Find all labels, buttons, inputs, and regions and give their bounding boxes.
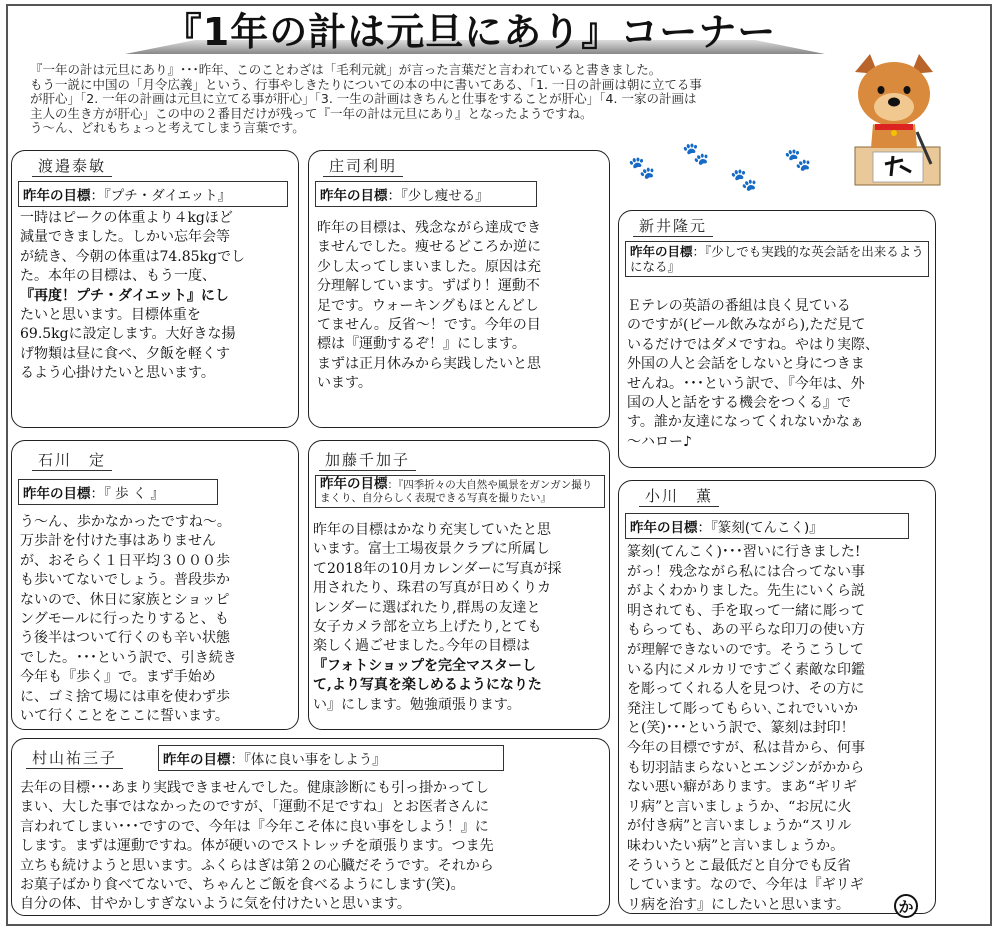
paw-icon: 🐾	[730, 168, 758, 193]
member-body: う～ん、歩かなかったですね～。 万歩計を付けた事はありません が、おそらく１日平均３０００歩 も歩いてないでしょう。普段歩か ないので、休日に家族とショッピ ングモールに行ったりすると、も う後半はついて行くのも辛い状態 でした。･･･という訳で、引き続き 今年も『歩く』で。まず手始め に、ゴミ捨て場には車を使わず歩 いて行くことをここに誓います。	[20, 514, 237, 725]
member-card	[618, 480, 936, 914]
member-name: 村山祐三子	[26, 747, 123, 769]
goal-label: 昨年の目標	[163, 752, 231, 768]
goal-box	[315, 475, 605, 508]
member-name: 小川 薫	[639, 485, 719, 507]
goal-label: 昨年の目標	[23, 188, 91, 204]
goal-text: ：『プチ・ダイエット』	[90, 188, 232, 204]
goal-box	[315, 181, 537, 207]
goal-label: 昨年の目標	[630, 520, 698, 536]
member-card	[11, 738, 610, 916]
member-body: Ｅテレの英語の番組は良く見ている のですが(ビール飲みながら),ただ見て いるだけではダメですね。やはり実際、 外国の人と会話をしないと身につきま せんね。･･･という訳で、『今年は、外 国の人と話をする機会をつくる』で す。誰か友達になってくれないかなぁ ～ハロー♪	[627, 298, 879, 450]
member-body: 昨年の目標はかなり充実していたと思 います。富士工場夜景クラブに所属し て2018年の10月カレンダーに写真が採 用されたり、珠君の写真が日めくりカ レンダーに選ばれたり,群馬の友達と 女子カメラ部を立ち上げたり,とても 楽しく過ごせました｡今年の目標は 『フォトショップを完全マスターし て,より写真を楽しめるようになりた い』にします。勉強頑張ります。	[313, 522, 562, 713]
goal-label: 昨年の目標	[23, 486, 91, 502]
member-name: 加藤千加子	[319, 449, 416, 471]
goal-box	[625, 241, 929, 277]
intro-text: 『一年の計は元旦にあり』･･･昨年、このことわざは「毛利元就」が言った言葉だと言われていると書きました。 もう一説に中国の「月令広義」という、行事やしきたりについての本の中に書いてある、「1. 一日の計画は朝に立てる事 が肝心」「2. 一年の計画は元旦に立てる事が肝心」「3. 一生の計画はきちんと仕事をすることが肝心」「4. 一家の計画は 主人の生き方が肝心」この中の２番目だけが残って『一年の計は元旦にあり』となったようですね。 う～ん、どれもちょっと考えてしまう言葉です。	[30, 62, 702, 135]
goal-text: ：『体に良い事をしよう』	[230, 752, 386, 768]
goal-text: ：『少し痩せる』	[387, 188, 489, 204]
member-card	[618, 210, 936, 468]
goal-box	[18, 181, 288, 207]
page-title: 『1年の計は元旦にあり』コーナー	[163, 10, 777, 54]
member-body: 篆刻(てんこく)･･･習いに行きました! がっ！残念ながら私には合ってない事 がよくわかりました。先生にいくら説 明されても、手を取って一緒に彫って もらっても、あの平らな印刀の使い方 が理解できないのです。そうこうして いる内にメルカリですごく素敵な印鑑 を彫ってくれる人を見つけ、その方に 発注して彫ってもらい､これでいいか と(笑)･･･という訳で、篆刻は封印！ 今年の目標ですが、私は昔から、何事 も切羽詰まらないとエンジンがかから ない悪い癖があります。まあ“ギリギ リ病”と言いましょうか、“お尻に火 が付き病”と言いましょうか“スリル 味わいたい病”と言いましょうか。 そういうとこ最低だと自分でも反省 しています。なので、今年は『ギリギ リ病を治す』にしたいと思います。	[627, 544, 865, 913]
goal-label: 昨年の目標	[320, 476, 388, 492]
dog-calligraphy-illustration	[845, 52, 943, 187]
goal-text: ：『 歩 く 』	[90, 486, 165, 502]
paw-icon: 🐾	[628, 156, 656, 181]
goal-box	[158, 745, 504, 771]
goal-label: 昨年の目標	[630, 244, 693, 259]
member-card	[308, 440, 610, 730]
goal-box	[625, 513, 909, 539]
member-body: 一時はピークの体重より４kgほど 減量できました。しかい忘年会等 が続き、今朝の体重は74.85kgでし た。本年の目標は、もう一度、 『再度！プチ・ダイエット』にし たいと思います。目標体重を 69.5kgに設定します。大好きな揚 げ物類は昼に食べ、夕飯を軽くす るよう心掛けたいと思います。	[20, 210, 245, 382]
member-card	[308, 150, 610, 428]
member-body: 昨年の目標は、残念ながら達成でき ませんでした。痩せるどころか逆に 少し太ってしまいました。原因は充 分理解しています。ずばり！運動不 足です。ウォーキングもほとんどし てません。反省～！です。今年の目 標は『運動するぞ！』にします。 まずは正月休みから実践したいと思 います。	[317, 220, 541, 392]
logo-mark: か	[894, 894, 918, 918]
goal-text: ：『四季折々の大自然や風景をガンガン撮りまくり、自分らしく表現できる写真を撮りたい』	[320, 479, 593, 504]
member-name: 渡邉泰敏	[32, 155, 112, 177]
member-name: 石川 定	[32, 449, 112, 471]
goal-text: ：『少しでも実践的な英会話を出来るようになる』	[630, 244, 924, 274]
goal-box	[18, 479, 218, 505]
goal-text: ：『篆刻(てんこく)』	[697, 520, 823, 536]
member-name: 庄司利明	[323, 155, 403, 177]
paw-icon: 🐾	[784, 148, 812, 173]
member-body: 去年の目標･･･あまり実践できませんでした。健康診断にも引っ掛かってし まい、大した事ではなかったのですが、「運動不足ですね」とお医者さんに 言われてしまい･･･ですので、今年は『今年こそ体に良い事をしよう！』に します。まずは運動ですね。体が硬いのでストレッチを頑張ります。つま先 立ちも続けようと思います。ふくらはぎは第２の心臓だそうです。それから お菓子ばかり食べてないで、ちゃんとご飯を食べるようにします(笑)。 自分の体、甘やかしすぎないように気を付けたいと思います。	[20, 780, 494, 913]
paw-icon: 🐾	[682, 142, 710, 167]
goal-label: 昨年の目標	[320, 188, 388, 204]
member-card	[11, 150, 299, 428]
member-name: 新井隆元	[633, 215, 713, 237]
member-card	[11, 440, 299, 730]
